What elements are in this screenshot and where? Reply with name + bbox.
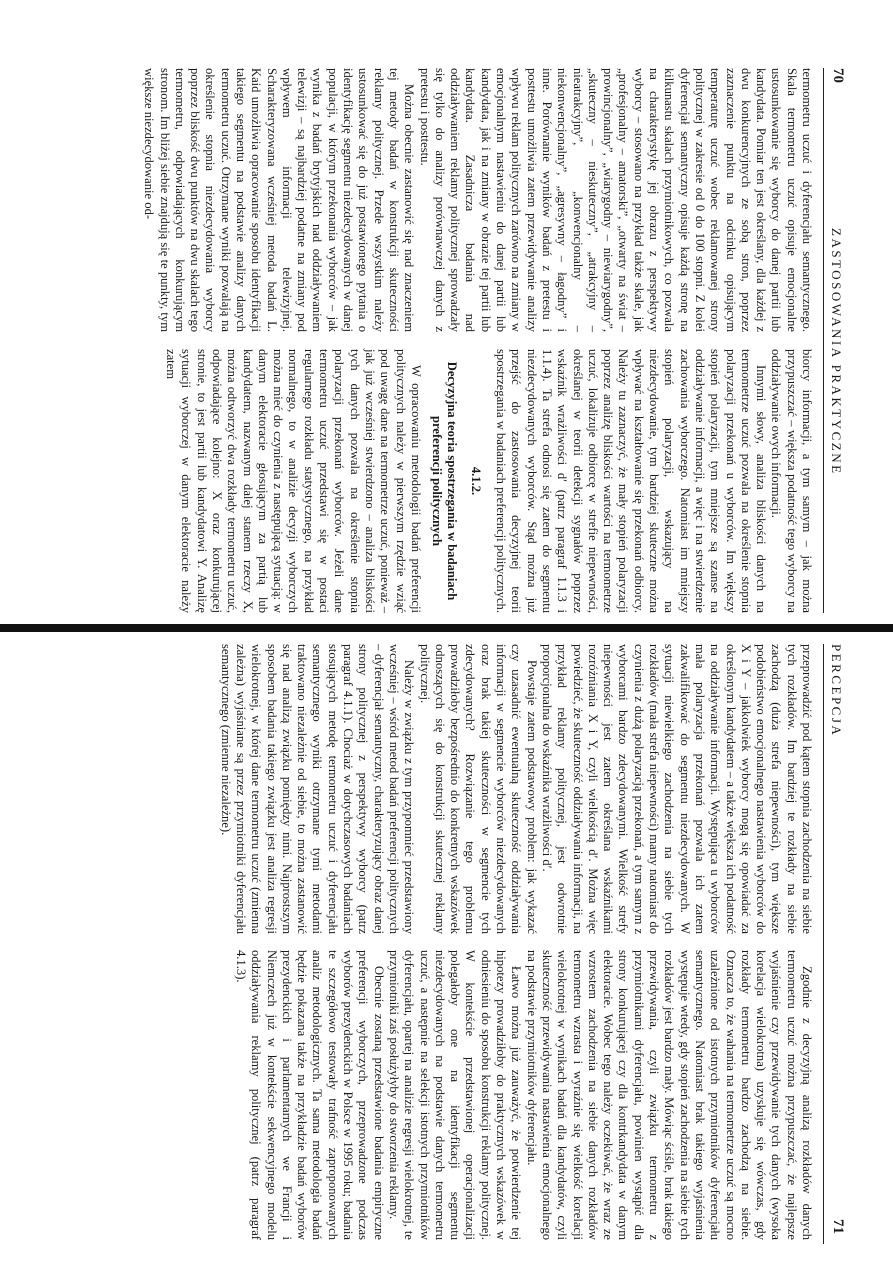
paragraph: Można obecnie zastanowić się nad znaczeniem tej metody badań w konstrukcji skuteczności reklamy politycznej. Przede wszystkim należy ustosunkować się do już postawionego pytania o identyfikację segmentu niezdecydowanych w danej populacji, w którym przekonania wyborców – jak wynika z badań brytyjskich nad oddziaływaniem telewizji – są najbardziej podatne na zmiany pod wpływem informacji telewizyjnej. Scharakteryzowana wcześniej metoda badań L. Kaid umożliwia opracowanie sposobu identyfikacji takiego segmentu na podstawie analizy danych termometru uczuć. Otrzymane wyniki pozwalają na określenie stopnia niezdecydowania wyborcy poprzez bliskość dwu punktów na dwu skalach tego termometru, odpowiadających konkurującym stronom. Im bliżej siebie znajdują się te punkty, tym większe niezdecydowanie od- [142, 68, 417, 332]
right-column [54, 349, 814, 613]
page-number: 70 [830, 68, 846, 83]
paragraph: Obecnie zostaną przedstawione badania empiryczne preferencji wyborczych, przeprowadzone podczas wyborów prezydenckich w Polsce w 1995 roku; badania te szczegółowo testowały trafność zaproponowanych analiz metodologicznych. Ta sama metodologia badań będzie pokazana także na przykładzie badań wyborów prezydenckich i parlamentarnych we Francji i Niemczech już w kontekście sekwencyjnego modelu oddziaływania reklamy politycznej (patrz paragraf 4.1.3). [234, 950, 386, 1240]
left-column [54, 644, 814, 934]
left-column [54, 68, 814, 332]
page-number: 71 [830, 1219, 846, 1234]
page-71-frame [48, 644, 848, 1244]
section-number: 4.1.2. [468, 466, 483, 496]
page-gutter [0, 624, 893, 632]
paragraph: W opracowaniu metodologii badań preferencji politycznych należy w pierwszym rzędzie wziąć pod uwagę dane na termometrze uczuć, ponieważ – jak już wcześniej stwierdzono – analiza bliskości tych danych pozwala na określenie stopnia polaryzacji przekonań wyborców. Jeżeli dane termometru uczuć przedstawi się w postaci regularnego rozkładu statystycznego, na przykład normalnego, to w analizie decyzji wyborczych można mieć do czynienia z następującą sytuacją: w danym elektoracie głosującym za partią lub kandydatem, nazwanym dalej stanem rzeczy X, można odtworzyć dwa rozkłady termometru uczuć, odpowiadające kolejno: X oraz konkurującej stronie, to jest partii lub kandydatowi Y. Analizę sytuacji wyborczej w danym elektoracie należy zatem [164, 349, 423, 613]
paragraph: Należy w związku z tym przypomnieć przedstawiony wcześniej – wśród metod badań preferencji politycznych – dyferencjał semantyczny, charakteryzujący obraz danej strony politycznej z perspektywy wyborcy (patrz paragraf 4.1.1). Chociaż w dotychczasowych badaniach stosujących metodę termometru uczuć i dyferencjału semantycznego wyniki otrzymane tymi metodami traktowano niezależnie od siebie, to można zastanowić się nad analizą związku pomiędzy nimi. Najprostszym sposobem badania takiego związku jest analiza regresji wielokrotnej, w której dane termometru uczuć (zmienna zależna) wyjaśniane są przez przymiotniki dyferencjału semantycznego (zmienne niezależne). [218, 644, 417, 934]
section-title: Decyzyjna teoria spostrzegania w badaniach preferencji politycznych [430, 361, 460, 601]
paragraph: Łatwo można już zauważyć, że potwierdzenie tej hipotezy prowadziłoby do praktycznych wskazówek w odniesieniu do sposobu konstrukcji reklamy politycznej. W kontekście przedstawionej operacjonalizacji polegałoby one na identyfikacji segmentu niezdecydowanych na podstawie danych termometru uczuć, a następnie na selekcji istotnych przymiotników dyferencjału, opartej na analizie regresji wielokrotnej, te przymiotniki zaś posłużyłyby do stworzenia reklamy. [386, 950, 524, 1240]
paragraph: termometru uczuć i dyferencjału semantycznego. Skala termometru uczuć opisuje emocjonalne ustosunkowanie się wyborcy do danej partii lub kandydata. Pomiar ten jest określany, dla każdej z dwu konkurencyjnych ze sobą stron, poprzez zaznaczenie punktu na odcinku opisującym temperaturę uczuć wobec reklamowanej strony politycznej w zakresie od 0 do 100 stopni. Z kolei dyferencjał semantyczny opisuje każdą stronę na kilkunastu skalach przymiotnikowych, co pozwala na charakterystykę jej obrazu z perspektywy wyborcy – stosowano na przykład także skale, jak „profesjonalny – amatorski”, „otwarty na świat – prowincjonalny”, „wiarygodny – niewiarygodny”, „skuteczny – nieskuteczny”, „atrakcyjny – nieatrakcyjny”, „konwencjonalny – niekonwencjonalny”, „agresywny – łagodny” i inne. Porównanie wyników badań z pretestu i posttestu umożliwia zatem przewidywanie analizy wpływu reklam politycznych zarówno na zmiany w emocjonalnym nastawieniu do danej partii lub kandydata, jak i na zmiany w obrazie tej partii lub kandydata. Zasadnicza badania nad oddziaływaniem reklamy politycznej sprowadzały się tylko do analizy porównawczej danych z pretestu i posttestu. [417, 68, 814, 332]
right-column [54, 950, 814, 1240]
paragraph: przeprowadzić pod kątem stopnia zachodzenia na siebie tych rozkładów. Im bardziej te rozkłady na siebie zachodzą (duża strefa niepewności), tym większe podobieństwo emocjonalnego nastawienia wyborców do X i Y – jakkolwiek wyborcy mogą się opowiadać za określonym kandydatem – a także większa ich podatność na oddziaływanie informacji. Występująca u wyborców mała polaryzacja przekonań pozwala ich zatem zakwalifikować do segmentu niezdecydowanych. W sytuacji niewielkiego zachodzenia na siebie tych rozkładów (mała strefa niepewności) mamy natomiast do czynienia z dużą polaryzacją przekonań, a tym samym z wyborcami bardzo zdecydowanymi. Wielkość strefy niepewności jest zatem określana wskaźnikami rozróżniania X i Y, czyli wielkością d′. Można więc powiedzieć, że skuteczność oddziaływania informacji, na przykład reklamy politycznej, jest odwrotnie proporcjonalna do wskaźnika wrażliwości d′. [539, 644, 814, 934]
paragraph: Innymi słowy, analiza bliskości danych na termometrze uczuć pozwala na określenie stopnia polaryzacji przekonań u wyborców. Im większy stopień polaryzacji, tym mniejsze są szanse na oddziaływanie informacji, a więc i na stwierdzenie zachowania wyborczego. Natomiast im mniejszy stopień polaryzacji, wskazujący na niezdecydowanie, tym bardziej skuteczne można wpływać na kształtowanie się przekonań odbiorcy. Należy tu zaznaczyć, że mały stopień polaryzacji poprzez analizę bliskości wartości na termometrze uczuć, lokalizuje odbiorcę w strefie niepewności, określanej w teorii detekcji sygnałów poprzez wskaźnik wrażliwości d′ (patrz paragraf 1.1.3 i 1.1.4). Ta strefa odnosi się zatem do segmentu niezdecydowanych wyborców. Stąd można już przejść do zastosowania decyzyjnej teorii spostrzegania w badaniach preferencji politycznych. [494, 349, 769, 614]
page-70-frame [48, 68, 848, 613]
page-71 [0, 636, 893, 1263]
paragraph: biorcy informacji, a tym samym – jak można przypuszczać – większa podatność tego wyborcy na oddziaływanie owych informacji. [769, 349, 814, 613]
paragraph: Zgodnie z decyzyjną analizą rozkładów danych termometru uczuć można przypuszczać, że najlepsze wyjaśnienie czy przewidywanie tych danych (wysoka korelacja wielokrotna) uzyskuje się wówczas, gdy rozkłady termometru bardzo zachodzą na siebie. Oznacza to, że wahania na termometrze uczuć są mocno uzależnione od istotnych przymiotników dyferencjału semantycznego. Natomiast brak takiego wyjaśnienia występuje wtedy, gdy stopień zachodzenia na siebie tych rozkładów jest bardzo mały. Mówiąc ściśle, brak takiego przewidywania, czyli związku termometru z przymiotnikami dyferencjału, powinien wystąpić dla strony konkurującej czy dla kontrkandydata w danym elektoracie. Wobec tego należy oczekiwać, że wraz ze wzrostem zachodzenia na siebie danych rozkładów termometru wzrasta i wyraźnie się wielkość korelacji wielokrotnej w wynikach badań dla kandydatów, czyli skuteczność przewidywania nastawienia emocjonalnego na podstawie przymiotników dyferencjału. [524, 950, 814, 1240]
paragraph: Powstaje zatem podstawowy problem: jak wykazać czy uzasadnić ewentualną skuteczność oddziaływania informacji w segmencie wyborców niezdecydowanych oraz brak takiej skuteczności w segmencie tych zdecydowanych? Rozwiązanie tego problemu prowadziłoby bezpośrednio do konkretnych wskazówek odnoszących się do konstrukcji skutecznej reklamy politycznej. [417, 644, 539, 934]
header-rule [823, 644, 824, 1244]
running-head: ZASTOSOWANIA PRAKTYCZNE [829, 228, 844, 476]
running-head: PERCEPCJA [829, 644, 844, 738]
header-rule [823, 68, 824, 613]
page-70 [0, 0, 893, 620]
